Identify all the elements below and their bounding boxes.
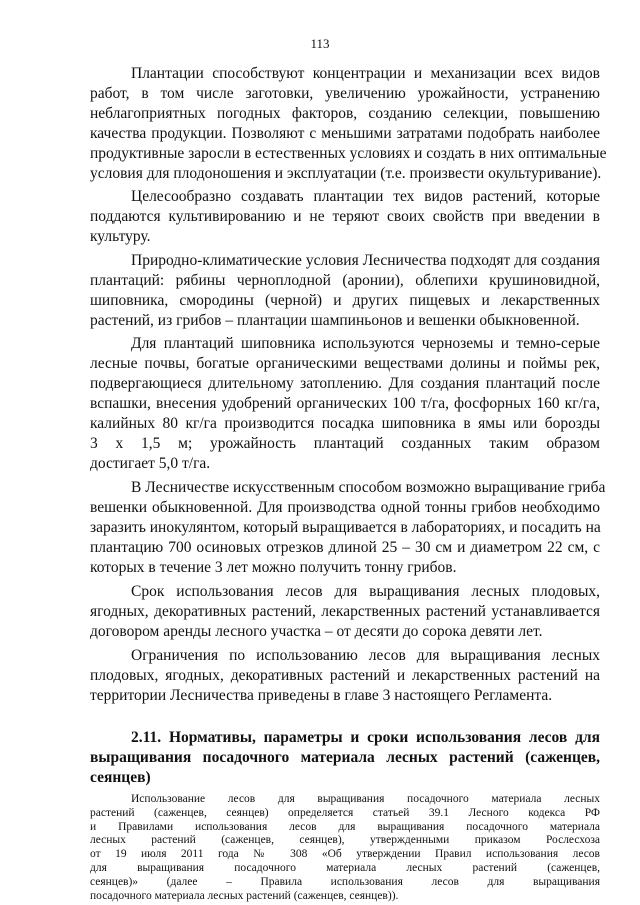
final-paragraph-line: сеянцев)» (далее – Правила использования лесов для выращивания [90,875,600,888]
final-paragraph-line: для выращивания посадочного материала лесных растений (саженцев, [90,862,600,874]
paragraph-4-line: подвергающиеся длительному затоплению. Для создания плантаций после [90,375,600,392]
final-paragraph-line: лесных растений (саженцев, сеянцев), утвержденными приказом Рослесхоза [90,834,600,847]
paragraph-6-line: договором аренды лесного участка – от десяти до сорока девяти лет. [90,623,543,640]
paragraph-2-line: поддаются культивированию и не теряют своих свойств при введении в [90,208,600,225]
paragraph-5-line: вешенки обыкновенной. Для производства одной тонны грибов необходимо [90,499,600,516]
paragraph-5-line: В Лесничестве искусственным способом возможно выращивание гриба [131,479,606,496]
paragraph-1-line: качества продукции. Позволяют с меньшими затратами подобрать наиболее [90,125,600,142]
paragraph-4-line: Для плантаций шиповника используются черноземы и темно-серые [131,335,600,352]
paragraph-3-line: шиповника, смородины (черной) и других пищевых и лекарственных [90,292,600,309]
paragraph-2-line: Целесообразно создавать плантации тех видов растений, которые [131,188,600,205]
final-paragraph-line: Использование лесов для выращивания посадочного материала лесных [131,793,600,805]
section-heading-line: сеянцев) [90,769,151,786]
paragraph-7-line: Ограничения по использованию лесов для выращивания лесных [131,647,600,664]
paragraph-4-line: калийных 80 кг/га производится посадка шиповника в ямы или борозды [90,415,600,432]
section-heading-line: 2.11. Нормативы, параметры и сроки использования лесов для [131,729,600,746]
paragraph-3-line: Природно-климатические условия Лесничества подходят для создания [131,252,600,269]
paragraph-1-line: работ, в том числе заготовки, увеличению урожайности, устранению [90,85,600,102]
paragraph-6-line: ягодных, декоративных растений, лекарственных растений устанавливается [90,603,600,620]
paragraph-1-line: условия для плодоношения и эксплуатации (т.е. произвести окультуривание). [90,165,602,182]
paragraph-4-line: лесные почвы, богатые органическими веществами долины и поймы рек, [90,355,600,372]
paragraph-2-line: культуру. [90,228,151,245]
section-heading-line: выращивания посадочного материала лесных растений (саженцев, [90,749,600,766]
paragraph-4-line: достигает 5,0 т/га. [90,455,211,472]
final-paragraph-line: посадочного материала лесных растений (саженцев, сеянцев)). [90,889,399,902]
paragraph-7-line: плодовых, ягодных, декоративных растений и лекарственных растений на [90,667,600,684]
paragraph-5-line: которых в течение 3 лет можно получить тонну грибов. [90,559,457,576]
paragraph-3-line: растений, из грибов – плантации шампиньонов и вешенки обыкновенной. [90,312,580,329]
paragraph-6-line: Срок использования лесов для выращивания лесных плодовых, [131,583,600,600]
paragraph-3-line: плантаций: рябины черноплодной (аронии), облепихи крушиновидной, [90,272,600,289]
paragraph-4-line: вспашки, внесения удобрений органических 100 т/га, фосфорных 160 кг/га, [90,395,600,412]
paragraph-5-line: плантацию 700 осиновых отрезков длиной 25 – 30 см и диаметром 22 см, с [90,539,600,556]
final-paragraph-line: и Правилами использования лесов для выращивания посадочного материала [90,820,600,833]
page-number: 113 [310,36,330,51]
paragraph-1-line: продуктивные заросли в естественных условиях и создать в них оптимальные [90,145,607,162]
final-paragraph-line: растений (саженцев, сеянцев) определяется статьей 39.1 Лесного кодекса РФ [90,806,600,819]
paragraph-4-line: 3 х 1,5 м; урожайность плантаций созданных таким образом [90,435,600,452]
paragraph-1-line: неблагоприятных погодных факторов, созданию селекции, повышению [90,105,600,122]
paragraph-7-line: территории Лесничества приведены в главе 3 настоящего Регламента. [90,687,553,704]
paragraph-1-line: Плантации способствуют концентрации и механизации всех видов [131,65,600,82]
paragraph-5-line: заразить инокулянтом, который выращивается в лабораториях, и посадить на [90,519,601,536]
final-paragraph-line: от 19 июля 2011 года № 308 «Об утверждении Правил использования лесов [90,848,600,861]
